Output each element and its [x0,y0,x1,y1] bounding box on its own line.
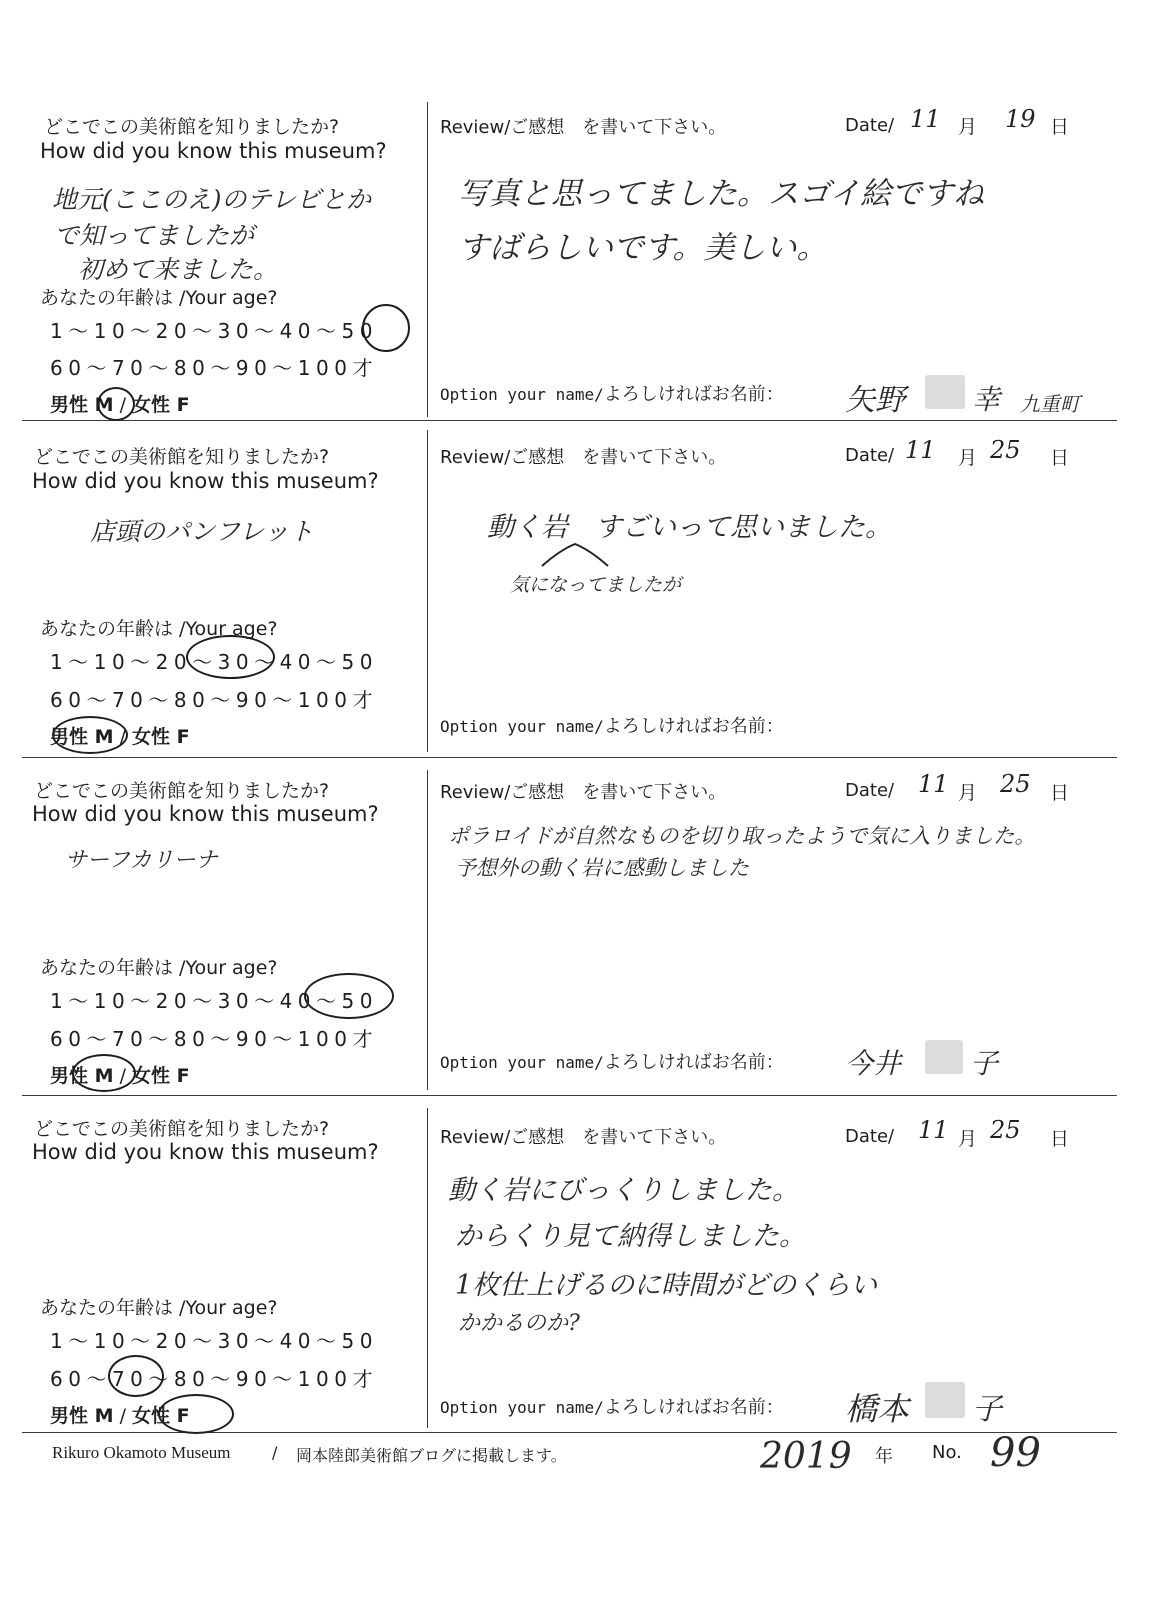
redacted-name-block [925,375,965,409]
review-label: Review/ご感想 を書いて下さい。 [440,1127,727,1148]
name-label-ja: よろしければお名前： [603,384,784,405]
date-label: Date/ [845,115,895,136]
gender-separator: / [113,394,133,416]
review-line: 1枚仕上げるのに時間がどのくらい [455,1270,878,1301]
review-line: からくり見て納得しました。 [455,1221,806,1252]
year-unit: 年 [875,1446,893,1467]
name-label-ja: よろしければお名前： [603,716,784,737]
day-unit: 日 [1050,782,1070,804]
age-options-row2: 60～70～80～90～100才 [50,1027,378,1051]
gender-separator: / [113,726,133,748]
gender-separator: / [113,1405,133,1427]
gender-male: 男性 M [50,394,114,416]
visitor-name-suffix: 子 [970,1047,999,1080]
question-where-en: How did you know this museum? [32,802,379,826]
date-month: 11 [918,770,949,798]
visitor-name-suffix: 幸 [972,383,1001,416]
date-label: Date/ [845,780,895,801]
age-options-row1: 1～10～20～30～40～50 [50,319,378,343]
gender-female: 女性 F [132,726,190,748]
review-label: Review/ご感想 を書いて下さい。 [440,117,727,138]
gender-circle-mark [72,1054,136,1092]
question-where-ja: どこでこの美術館を知りましたか? [34,1118,330,1140]
blog-note: 岡本陸郎美術館ブログに掲載します。 [296,1446,567,1465]
age-label: あなたの年齢は /Your age? [40,957,278,979]
name-label-ja: よろしければお名前： [603,1397,784,1418]
date-day: 25 [990,436,1021,464]
review-line: ポラロイドが自然なものを切り取ったようで気に入りました。 [448,824,1036,848]
date-label: Date/ [845,1126,895,1147]
name-label-en: Option your name/ [440,1398,604,1417]
number-label: No. [932,1442,962,1463]
gender-circle-mark [52,716,128,754]
name-label [440,380,784,406]
visitor-name: 今井 [845,1047,902,1080]
day-unit: 日 [1050,116,1070,138]
visitor-name: 橋本 [845,1390,910,1428]
column-divider [427,1108,428,1428]
column-divider [427,770,428,1090]
review-line: 動く岩 すごいって思いました。 [487,512,892,543]
age-label: あなたの年齢は /Your age? [40,618,278,640]
survey-year: 2019 [760,1436,852,1477]
name-label-en: Option your name/ [440,385,604,404]
age-circle-mark [186,635,275,679]
question-where-ja: どこでこの美術館を知りましたか? [34,446,330,468]
insertion-caret-mark [540,540,610,570]
age-circle-mark [304,973,394,1019]
age-circle-mark [108,1355,164,1397]
age-options-row2: 60～70～80～90～100才 [50,1367,378,1391]
day-unit: 日 [1050,447,1070,469]
review-line: すばらしいです。美しい。 [458,230,828,266]
divider [22,757,1117,758]
review-line: 動く岩にびっくりしました。 [448,1175,799,1206]
visitor-name-suffix: 子 [972,1392,1002,1427]
date-month: 11 [905,436,936,464]
gender-female: 女性 F [132,1405,190,1427]
age-options-row1: 1～10～20～30～40～50 [50,989,378,1013]
review-line: かかるのか? [458,1311,580,1336]
review-label: Review/ご感想 を書いて下さい。 [440,782,727,803]
name-label [440,1048,784,1074]
column-divider [427,102,428,417]
age-options-row2: 60～70～80～90～100才 [50,356,378,380]
source-line: 店頭のパンフレット [90,517,314,546]
review-line: 予想外の動く岩に感動しました [455,856,749,880]
date-label: Date/ [845,445,895,466]
name-label-en: Option your name/ [440,1053,604,1072]
redacted-name-block [925,1040,963,1074]
gender-circle-mark [158,1394,234,1434]
gender-circle-mark [97,387,135,421]
month-unit: 月 [958,1128,978,1150]
review-line: 写真と思ってました。スゴイ絵ですね [458,176,985,212]
gender-male: 男性 M [50,726,114,748]
gender-male: 男性 M [50,1405,114,1427]
age-circle-mark [362,304,410,352]
redacted-name-block [925,1382,965,1418]
month-unit: 月 [958,447,978,469]
review-annotation: 気になってましたが [510,574,682,596]
question-where-en: How did you know this museum? [32,469,379,493]
question-where-en: How did you know this museum? [40,139,387,163]
date-day: 19 [1005,105,1036,133]
date-month: 11 [910,105,941,133]
day-unit: 日 [1050,1128,1070,1150]
source-line: 初めて来ました。 [78,255,279,284]
source-line: サーフカリーナ [65,848,218,873]
question-where-ja: どこでこの美術館を知りましたか? [44,116,340,138]
museum-name: Rikuro Okamoto Museum [52,1443,231,1462]
gender-male: 男性 M [50,1065,114,1087]
divider [22,1095,1117,1096]
footer-separator: / [272,1443,278,1462]
question-where-ja: どこでこの美術館を知りましたか? [34,780,330,802]
gender-separator: / [113,1065,133,1087]
review-label: Review/ご感想 を書いて下さい。 [440,447,727,468]
date-day: 25 [1000,770,1031,798]
date-day: 25 [990,1116,1021,1144]
name-label-en: Option your name/ [440,717,604,736]
question-where-en: How did you know this museum? [32,1140,379,1164]
column-divider [427,430,428,752]
name-label [440,1393,784,1419]
age-label: あなたの年齢は /Your age? [40,287,278,309]
source-line: 地元(ここのえ)のテレビとか [52,185,372,214]
age-options-row2: 60～70～80～90～100才 [50,688,378,712]
divider [22,420,1117,421]
month-unit: 月 [958,116,978,138]
name-label-ja: よろしければお名前： [603,1052,784,1073]
age-options-row1: 1～10～20～30～40～50 [50,1329,378,1353]
date-month: 11 [918,1116,949,1144]
age-options-row1: 1～10～20～30～40～50 [50,650,378,674]
month-unit: 月 [958,782,978,804]
gender-female: 女性 F [132,1065,190,1087]
visitor-name: 矢野 [845,383,905,418]
name-label [440,712,784,738]
sheet-number: 99 [990,1430,1041,1476]
age-label: あなたの年齢は /Your age? [40,1297,278,1319]
source-line: で知ってましたが [54,221,255,250]
visitor-town: 九重町 [1020,392,1080,416]
gender-female: 女性 F [132,394,190,416]
